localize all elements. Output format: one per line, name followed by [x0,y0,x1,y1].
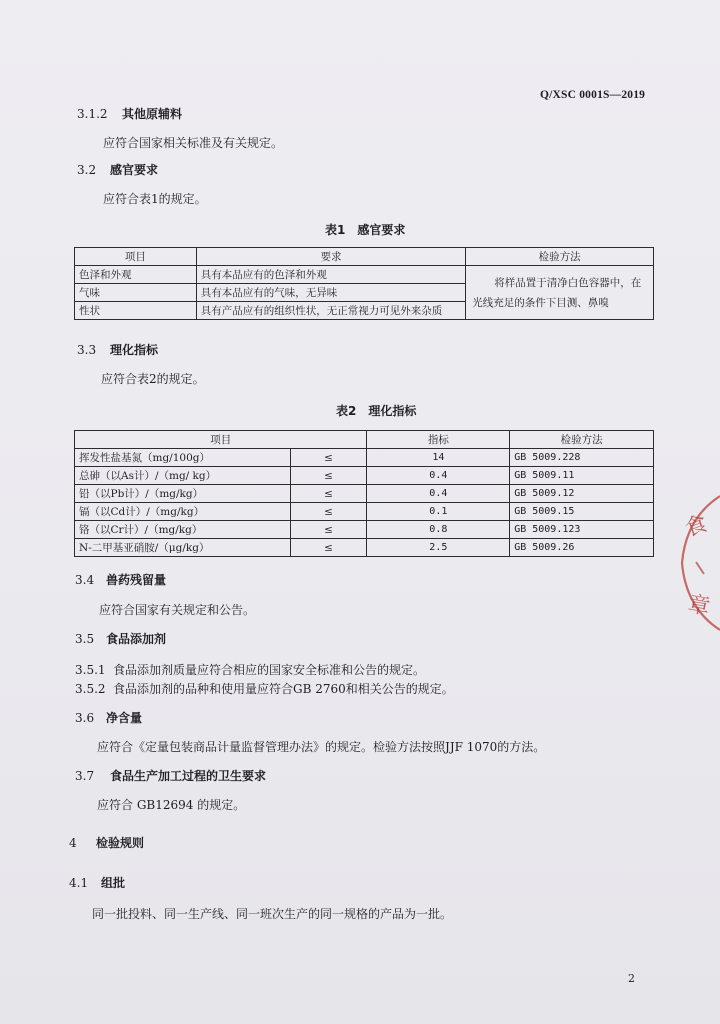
table2-le-symbol: ≤ [290,449,367,467]
section-3-3-number: 3.3 [77,343,97,357]
section-3-1-2-title: 其他原辅料 [122,107,183,121]
section-3-2-body: 应符合表1的规定。 [103,192,207,206]
section-3-7-number: 3.7 [75,769,95,783]
table1-method [466,266,654,320]
section-3-7-body: 应符合 GB12694 的规定。 [97,798,246,812]
seal-char-2: 章 [685,591,712,621]
section-3-7-title: 食品生产加工过程的卫生要求 [110,769,267,783]
table2-value: 0.1 [367,503,510,521]
standard-code: Q/XSC 0001S—2019 [540,89,646,101]
table1-header-requirement: 要求 [196,248,466,266]
section-3-2-number: 3.2 [77,163,97,177]
section-3-4-number: 3.4 [75,573,95,587]
table1-header-row [75,248,654,266]
table1-requirement: 具有本品应有的色泽和外观 [196,266,466,284]
section-3-3-title: 理化指标 [110,343,159,357]
table2-value: 0.4 [367,467,510,485]
table2-header-row [75,431,654,449]
table2-le-symbol: ≤ [290,467,367,485]
section-4-1-title: 组批 [101,876,126,890]
table1-item: 色泽和外观 [75,266,197,284]
table1-item: 性状 [75,302,197,320]
table-row [75,449,654,467]
section-3-6-body: 应符合《定量包装商品计量监督管理办法》的规定。检验方法按照JJF 1070的方法。 [97,740,546,754]
table1-item: 气味 [75,284,197,302]
table2-item: 铬（以Cr计）/（mg/kg） [75,521,291,539]
table2-le-symbol: ≤ [290,521,367,539]
section-3-6-title: 净含量 [106,711,143,725]
table2-method: GB 5009.12 [510,485,654,503]
table-row [75,266,654,284]
table2-method: GB 5009.11 [510,467,654,485]
section-3-6-number: 3.6 [75,711,95,725]
table2-caption: 表2 理化指标 [336,404,417,418]
table2-le-symbol: ≤ [290,485,367,503]
table2-item: 铅（以Pb计）/（mg/kg） [75,485,291,503]
table2-value: 0.8 [367,521,510,539]
table1-requirement: 具有本品应有的气味，无异味 [196,284,466,302]
table2-method: GB 5009.15 [510,503,654,521]
table2-header-indicator: 指标 [367,431,510,449]
table2-item: 镉（以Cd计）/（mg/kg） [75,503,291,521]
section-4-title: 检验规则 [96,836,145,850]
company-seal-stamp [676,488,720,638]
section-3-2-title: 感官要求 [110,163,159,177]
section-3-1-2-body: 应符合国家相关标准及有关规定。 [103,136,284,150]
table1-header-item: 项目 [75,248,197,266]
table1-header-method: 检验方法 [466,248,654,266]
table1-requirement: 具有产品应有的组织性状，无正常视力可见外来杂质 [196,302,466,320]
table-row [75,539,654,557]
table2-method: GB 5009.228 [510,449,654,467]
table1-caption: 表1 感官要求 [325,223,406,237]
table1-method-line1: 将样品置于清净白色容器中，在 [494,276,642,289]
table2-item: 挥发性盐基氮（mg/100g） [75,449,291,467]
section-4-1-body: 同一批投料、同一生产线、同一班次生产的同一规格的产品为一批。 [92,907,453,921]
table2-method: GB 5009.26 [510,539,654,557]
section-3-4-title: 兽药残留量 [106,573,167,587]
table-row [75,467,654,485]
sensory-requirements-table [74,247,654,320]
table2-le-symbol: ≤ [290,503,367,521]
section-3-5-1-number: 3.5.1 [75,663,106,677]
physicochemical-indicators-table [74,430,654,557]
table2-value: 14 [367,449,510,467]
table2-value: 0.4 [367,485,510,503]
table2-value: 2.5 [367,539,510,557]
section-3-3-body: 应符合表2的规定。 [101,372,205,386]
table2-item: 总砷（以As计）/（mg/ kg） [75,467,291,485]
section-3-4-body: 应符合国家有关规定和公告。 [99,603,256,617]
section-3-1-2-number: 3.1.2 [77,107,108,121]
table2-le-symbol: ≤ [290,539,367,557]
section-4-number: 4 [69,836,77,850]
table-row [75,503,654,521]
table2-header-method: 检验方法 [510,431,654,449]
section-3-5-1-body: 食品添加剂质量应符合相应的国家安全标准和公告的规定。 [113,663,426,677]
seal-char-1: 食 [681,511,711,543]
section-3-5-title: 食品添加剂 [106,632,167,646]
section-3-5-2-body: 食品添加剂的品种和使用量应符合GB 2760和相关公告的规定。 [113,682,454,696]
section-3-5-number: 3.5 [75,632,95,646]
section-4-1-number: 4.1 [69,876,89,890]
table1-method-line2: 光线充足的条件下目测、鼻嗅 [472,296,609,309]
page-number: 2 [628,972,635,985]
table2-header-item: 项目 [75,431,367,449]
table-row [75,521,654,539]
table2-method: GB 5009.123 [510,521,654,539]
table2-item: N-二甲基亚硝胺/（μg/kg） [75,539,291,557]
table-row [75,485,654,503]
section-3-5-2-number: 3.5.2 [75,682,106,696]
